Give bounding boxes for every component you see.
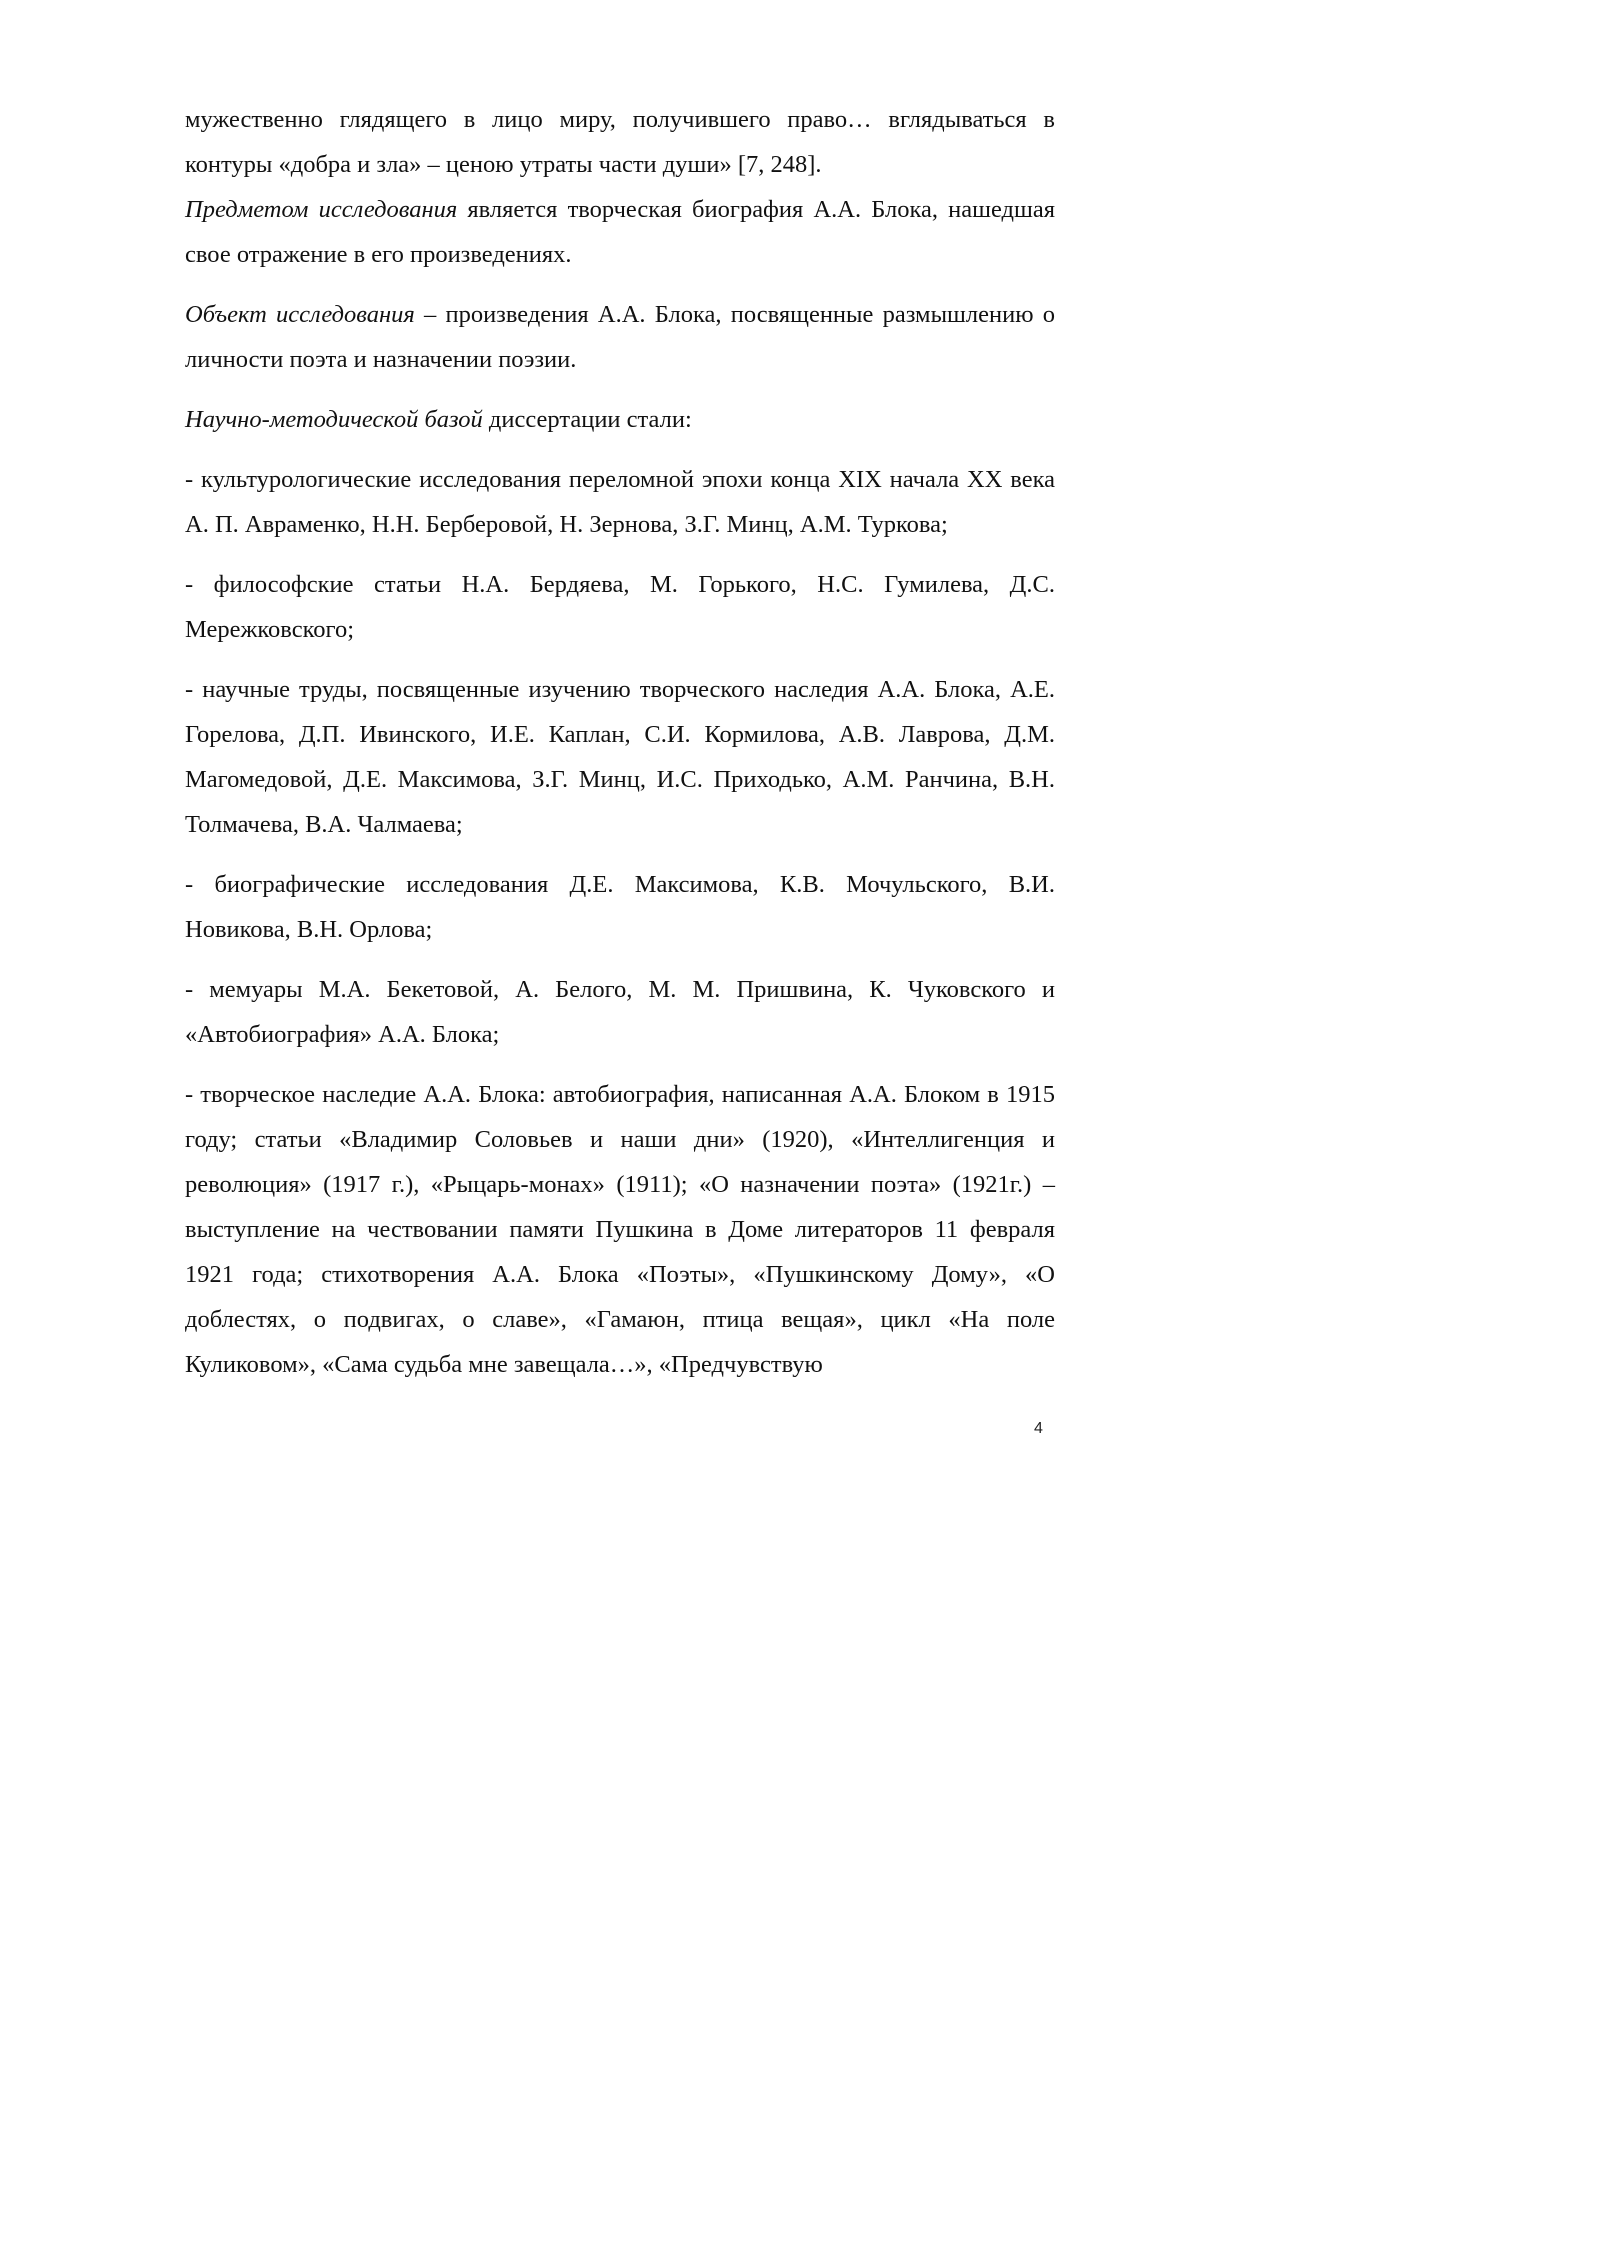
list-item-text: - научные труды, посвященные изучению творческого наследия А.А. Блока, А.Е. Горелова, Д.П. Ивинского, И.Е. Каплан, С.И. Кормилова, А.В. Лаврова, Д.М. Магомедовой, Д.Е. Максимова, З.Г. Минц, И.С. Приходько, А.М. Ранчина, В.Н. Толмачева, В.А. Чалмаева;: [185, 676, 1055, 838]
object-heading: Объект исследования: [185, 301, 415, 328]
list-item-text: - культурологические исследования переломной эпохи конца XIX начала XX века А. П. Авраменко, Н.Н. Берберовой, Н. Зернова, З.Г. Минц, А.М. Туркова;: [185, 466, 1055, 538]
paragraph-methodology: [185, 397, 1055, 442]
list-item-scientific-works: [185, 667, 1055, 847]
paragraph-subject: [185, 187, 1055, 277]
paragraph-quote-ending: [185, 97, 1055, 187]
methodology-text: диссертации стали:: [482, 406, 692, 433]
methodology-heading: Научно-методической базой: [185, 406, 483, 433]
list-item-text: - биографические исследования Д.Е. Максимова, К.В. Мочульского, В.И. Новикова, В.Н. Орлова;: [185, 871, 1055, 943]
object-text: – произведения А.А. Блока, посвященные размышлению о личности поэта и назначении поэзии.: [185, 301, 1055, 373]
list-item-text: - философские статьи Н.А. Бердяева, М. Горького, Н.С. Гумилева, Д.С. Мережковского;: [185, 571, 1055, 643]
list-item-memoirs: [185, 967, 1055, 1057]
list-item-philosophical-articles: [185, 562, 1055, 652]
page-number: 4: [1034, 1420, 1043, 1437]
paragraph-text: мужественно глядящего в лицо миру, получившего право… вглядываться в контуры «добра и зла» – ценою утраты части души» [7, 248].: [185, 106, 1055, 178]
subject-heading: Предметом исследования: [185, 196, 458, 223]
list-item-cultural-studies: [185, 457, 1055, 547]
list-item-text: - мемуары М.А. Бекетовой, А. Белого, М. М. Пришвина, К. Чуковского и «Автобиография» А.А. Блока;: [185, 976, 1055, 1048]
list-item-biographical-studies: [185, 862, 1055, 952]
paragraph-object: [185, 292, 1055, 382]
list-item-text: - творческое наследие А.А. Блока: автобиография, написанная А.А. Блоком в 1915 году; статьи «Владимир Соловьев и наши дни» (1920), «Интеллигенция и революция» (1917 г.), «Рыцарь-монах» (1911); «О назначении поэта» (1921г.) – выступление на чествовании памяти Пушкина в Доме литераторов 11 февраля 1921 года; стихотворения А.А. Блока «Поэты», «Пушкинскому Дому», «О доблестях, о подвигах, о славе», «Гамаюн, птица вещая», цикл «На поле Куликовом», «Сама судьба мне завещала…», «Предчувствую: [185, 1081, 1055, 1378]
subject-text: является творческая биография А.А. Блока, нашедшая свое отражение в его произведениях.: [185, 196, 1055, 268]
document-page: [0, 0, 1100, 1555]
body-text: [185, 97, 1055, 1387]
list-item-creative-heritage: [185, 1072, 1055, 1387]
